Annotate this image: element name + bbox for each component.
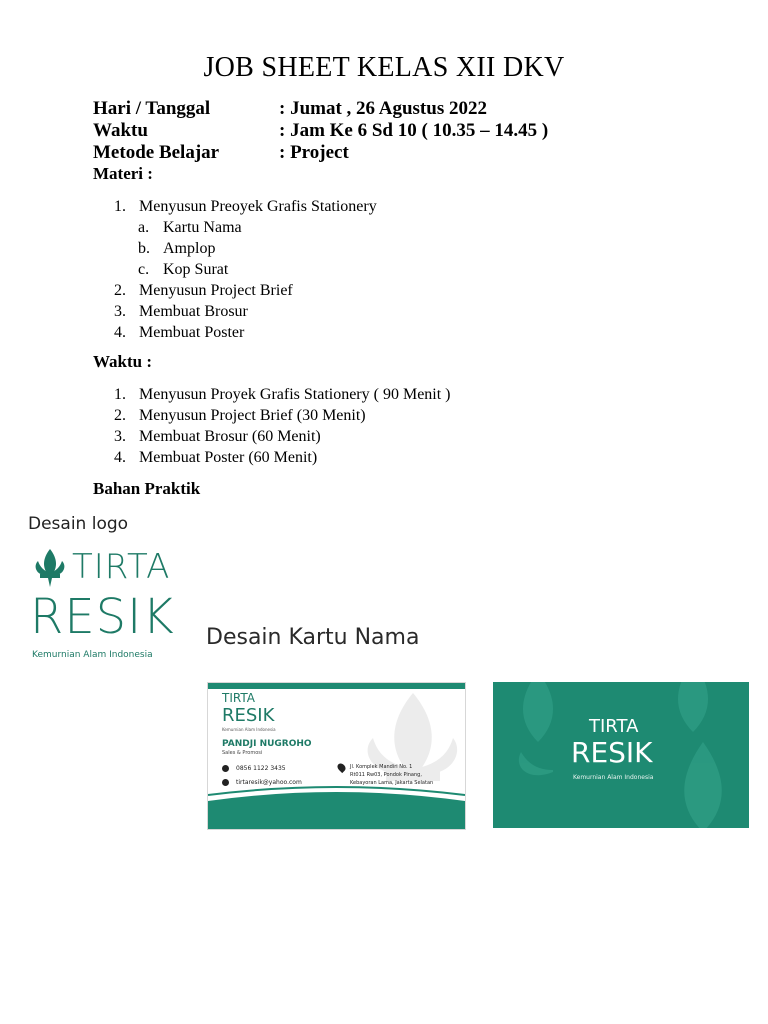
- card-email: tirtaresik@yahoo.com: [236, 779, 302, 786]
- card-phone: 0856 1122 3435: [236, 765, 286, 772]
- list-item: 3. Membuat Brosur: [114, 303, 248, 320]
- address-line: Kebayoran Lama, Jakarta Selatan: [350, 780, 434, 786]
- meta-value: : Jam Ke 6 Sd 10 ( 10.35 – 14.45 ): [279, 120, 549, 141]
- list-item: 2. Menyusun Project Brief: [114, 282, 293, 299]
- business-card-back: [493, 682, 749, 828]
- business-card-front: [207, 682, 466, 830]
- meta-value: : Jumat , 26 Agustus 2022: [279, 98, 487, 119]
- meta-block: [93, 98, 548, 164]
- materi-list: [114, 196, 377, 343]
- email-icon: [222, 779, 229, 786]
- phone-icon: [222, 765, 229, 772]
- meta-label: Hari / Tanggal: [93, 98, 211, 119]
- brand-logo: [28, 545, 193, 670]
- meta-row-time: [93, 120, 548, 142]
- meta-label: Metode Belajar: [93, 142, 220, 163]
- meta-row-date: [93, 98, 548, 120]
- waktu-list: [114, 384, 451, 468]
- page-title: JOB SHEET KELAS XII DKV: [203, 52, 565, 83]
- meta-row-method: [93, 142, 548, 164]
- list-item: 2. Menyusun Project Brief (30 Menit): [114, 407, 366, 424]
- card-address: [350, 763, 433, 787]
- waktu-heading: Waktu :: [93, 352, 153, 371]
- list-item: 1. Menyusun Proyek Grafis Stationery ( 90 Menit ): [114, 386, 451, 403]
- meta-value: : Project: [279, 142, 349, 163]
- logo-line2: RESIK: [30, 589, 175, 645]
- card-tagline: Kemurnian Alam Indonesia: [222, 727, 276, 732]
- card-back-logo-line1: TIRTA: [589, 716, 639, 737]
- list-subitem: a. Kartu Nama: [138, 219, 242, 236]
- card-back-tagline: Kemurnian Alam Indonesia: [573, 774, 654, 781]
- meta-label: Waktu: [93, 120, 148, 141]
- bahan-heading: Bahan Praktik: [93, 479, 201, 498]
- list-subitem: c. Kop Surat: [138, 261, 229, 278]
- card-logo-line2: RESIK: [222, 705, 275, 726]
- list-item: 1. Menyusun Preoyek Grafis Stationery: [114, 198, 377, 215]
- list-subitem: b. Amplop: [138, 240, 216, 257]
- card-back-logo-line2: RESIK: [571, 736, 653, 769]
- logo-line1: TIRTA: [72, 547, 171, 587]
- card-caption: Desain Kartu Nama: [206, 625, 420, 650]
- address-line: Rt011 Rw03, Pondok Pinang,: [350, 772, 422, 778]
- logo-caption: Desain logo: [28, 514, 129, 534]
- card-role: Sales & Promosi: [222, 750, 263, 756]
- card-logo-line1: TIRTA: [222, 691, 255, 705]
- list-item: 4. Membuat Poster: [114, 324, 245, 341]
- address-line: Jl. Komplek Mandiri No. 1: [350, 764, 413, 770]
- list-item: 3. Membuat Brosur (60 Menit): [114, 428, 321, 445]
- logo-tagline: Kemurnian Alam Indonesia: [32, 650, 153, 660]
- card-name: PANDJI NUGROHO: [222, 739, 312, 749]
- materi-heading: Materi :: [93, 164, 153, 183]
- list-item: 4. Membuat Poster (60 Menit): [114, 449, 318, 466]
